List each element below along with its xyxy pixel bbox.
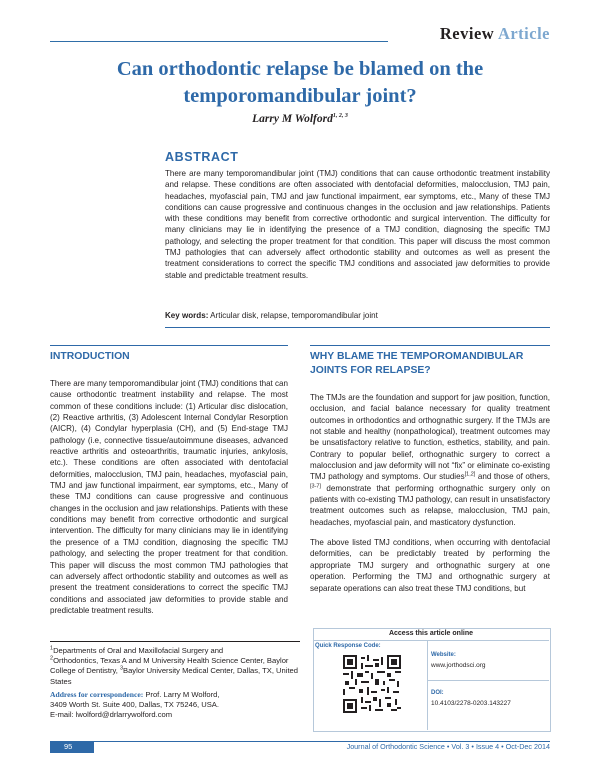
correspondence-email[interactable]: E-mail: lwolford@drlarrywolford.com: [50, 710, 173, 720]
journal-name: Journal of Orthodontic Science: [346, 742, 445, 751]
affiliation-1: Departments of Oral and Maxillofacial Surgery and: [53, 646, 224, 655]
why-paragraph-1: [310, 392, 550, 528]
author-line: [0, 113, 600, 125]
why-body: [310, 392, 550, 603]
qr-code-label: Quick Response Code:: [315, 643, 381, 649]
paper-title: Can orthodontic relapse be blamed on the temporomandibular joint?: [116, 58, 484, 107]
article-type-label: [440, 24, 550, 44]
website-label: Website:: [431, 652, 456, 658]
correspondence-label: Address for correspondence:: [50, 689, 144, 699]
correspondence-block: [50, 690, 300, 721]
affil-mark-1: 1: [50, 645, 54, 652]
author-name: Larry M Wolford: [252, 113, 333, 125]
keywords-label: Key words:: [165, 311, 209, 320]
affiliations-footnote: [50, 646, 300, 723]
affil-mark-2: 2: [50, 655, 54, 662]
footnote-rule: [50, 641, 300, 642]
journal-date: Oct-Dec 2014: [505, 742, 550, 751]
access-box-title: Access this article online: [313, 628, 549, 641]
journal-issue: Issue 4: [475, 742, 500, 751]
doi-label: DOI:: [431, 690, 444, 696]
abstract-rule: [165, 327, 550, 328]
affiliation-3: Baylor University Medical Center, Dallas, TX, United States: [50, 666, 299, 686]
footer-sep-2: •: [471, 742, 474, 751]
why-p1-text-a: The TMJs are the foundation and support for jaw position, function, occlusion, and facial balance necessary for quality treatment outcomes in orthodontics and orthognathic surgery. If the TMJs are not stable and healthy (nonpathological), treatment outcomes may be unsatisfactory relative to function, esthetics, stability, and pain. Contrary to popular belief, orthognathic surgery to correct a malocclusion and jaw deformity will not “fix” or eliminate co-existing TMJ pathology and symptoms. Our studies: [310, 393, 550, 482]
website-link[interactable]: www.jorthodsci.org: [431, 662, 486, 669]
article-type-word2: Article: [497, 24, 550, 43]
footer-sep-1: •: [446, 742, 450, 751]
author-affiliation-marks: 1, 2, 3: [332, 113, 348, 120]
qr-code-icon: [343, 655, 401, 713]
keywords-text: Articular disk, relapse, temporomandibular joint: [210, 311, 378, 320]
article-type-word1: Review: [439, 24, 495, 43]
intro-body: [50, 378, 288, 625]
footer-sep-3: •: [501, 742, 504, 751]
intro-top-rule: [50, 345, 288, 346]
journal-volume: Vol. 3: [451, 742, 470, 751]
why-p1-text-b: and those of others,: [475, 472, 550, 482]
why-paragraph-2: The above listed TMJ conditions, when occurring with dentofacial deformities, can be predictably treated by performing the appropriate TMJ surgery and orthognathic surgery at one operation. Performing the TMJ and orthognathic surgery at separate operations can also treat these TMJ conditions, but: [310, 538, 550, 593]
correspondence-name: Prof. Larry M Wolford,: [145, 689, 220, 699]
why-p1-text-c: demonstrate that performing orthognathic surgery only on patients with co-existing TMJ pathology, can result in unsatisfactory treatment outcomes such as relapse, malocclusion, TMJ pain, headaches, myofascial pain, and masticatory dysfunction.: [310, 483, 550, 527]
access-box-row-divider: [428, 680, 549, 681]
affiliation-2: Orthodontics, Texas A and M University Health Science Center, Baylor College of Dentistry,: [50, 656, 289, 676]
keywords: [165, 310, 550, 321]
affiliation-block: [50, 646, 300, 687]
abstract-heading: ABSTRACT: [165, 150, 239, 164]
affil-mark-3: 3: [119, 665, 123, 672]
citation-3-7: [3-7]: [310, 483, 322, 490]
doi-value[interactable]: 10.4103/2278-0203.143227: [431, 700, 511, 707]
intro-heading: INTRODUCTION: [50, 351, 130, 362]
access-box-divider: [427, 641, 428, 730]
why-heading: WHY BLAME THE TEMPOROMANDIBULAR JOINTS FOR RELAPSE?: [310, 351, 524, 376]
header-rule: [50, 41, 388, 42]
citation-1-2: [1,2]: [464, 471, 476, 478]
page-number: 95: [50, 741, 94, 753]
abstract-body: There are many temporomandibular joint (TMJ) conditions that can cause orthodontic treatment instability and relapse. These conditions are often associated with dentofacial deformities, malocclusion, TMJ pain, headaches, myofascial pain, TMJ and jaw functional impairment, ear symptoms, etc., Many of these TMJ conditions can cause progressive and continuous changes in the occlusion and jaw relationships. Patients with these conditions may benefit from corrective orthodontic and surgical intervention. The difficulty for many clinicians may lie in identifying the presence of a TMJ condition, diagnosing the specific TMJ pathology, and selecting the proper treatment for that condition. This paper will discuss the most common TMJ pathologies that can adversely affect orthodontic stability and outcomes as well as present the treatment considerations to correct the specific TMJ conditions and associated jaw deformities to provide stable and predictable treatment results.: [165, 169, 550, 280]
intro-paragraph: There are many temporomandibular joint (TMJ) conditions that can cause orthodontic treatment instability and relapse. The most common of these conditions include: (1) Articular disc dislocation, (2) Reactive arthritis, (3) Adolescent Internal Condylar Resorption (AICR), (4) Condylar hyperplasia (CH), and (5) End-stage TMJ pathology (i.e, connective tissue/autoimmune diseases, advanced reactive arthritis and osteoarthritis, traumatic injuries, ankylosis, etc.). These conditions are often associated with dentofacial deformities, malocclusion, TMJ pain, headaches, myofascial pain, TMJ and jaw functional impairment, ear symptoms, etc., Many of these TMJ conditions can cause progressive and continuous changes in the occlusion and jaw relationships. Patients with these conditions may benefit from corrective orthodontic and surgical intervention. The difficulty for many clinicians may lie in identifying the presence of a TMJ condition, diagnosing the specific TMJ pathology, and selecting the proper treatment for that condition. This paper will discuss the most common TMJ pathologies that can adversely affect orthodontic stability and outcomes as well as present the treatment considerations to correct the specific TMJ conditions and associated jaw deformities to provide stable and predictable treatment results.: [50, 379, 288, 615]
why-top-rule: [310, 345, 550, 346]
correspondence-address: 3409 Worth St. Suite 400, Dallas, TX 75246, USA.: [50, 700, 219, 710]
journal-citation: [347, 741, 550, 753]
